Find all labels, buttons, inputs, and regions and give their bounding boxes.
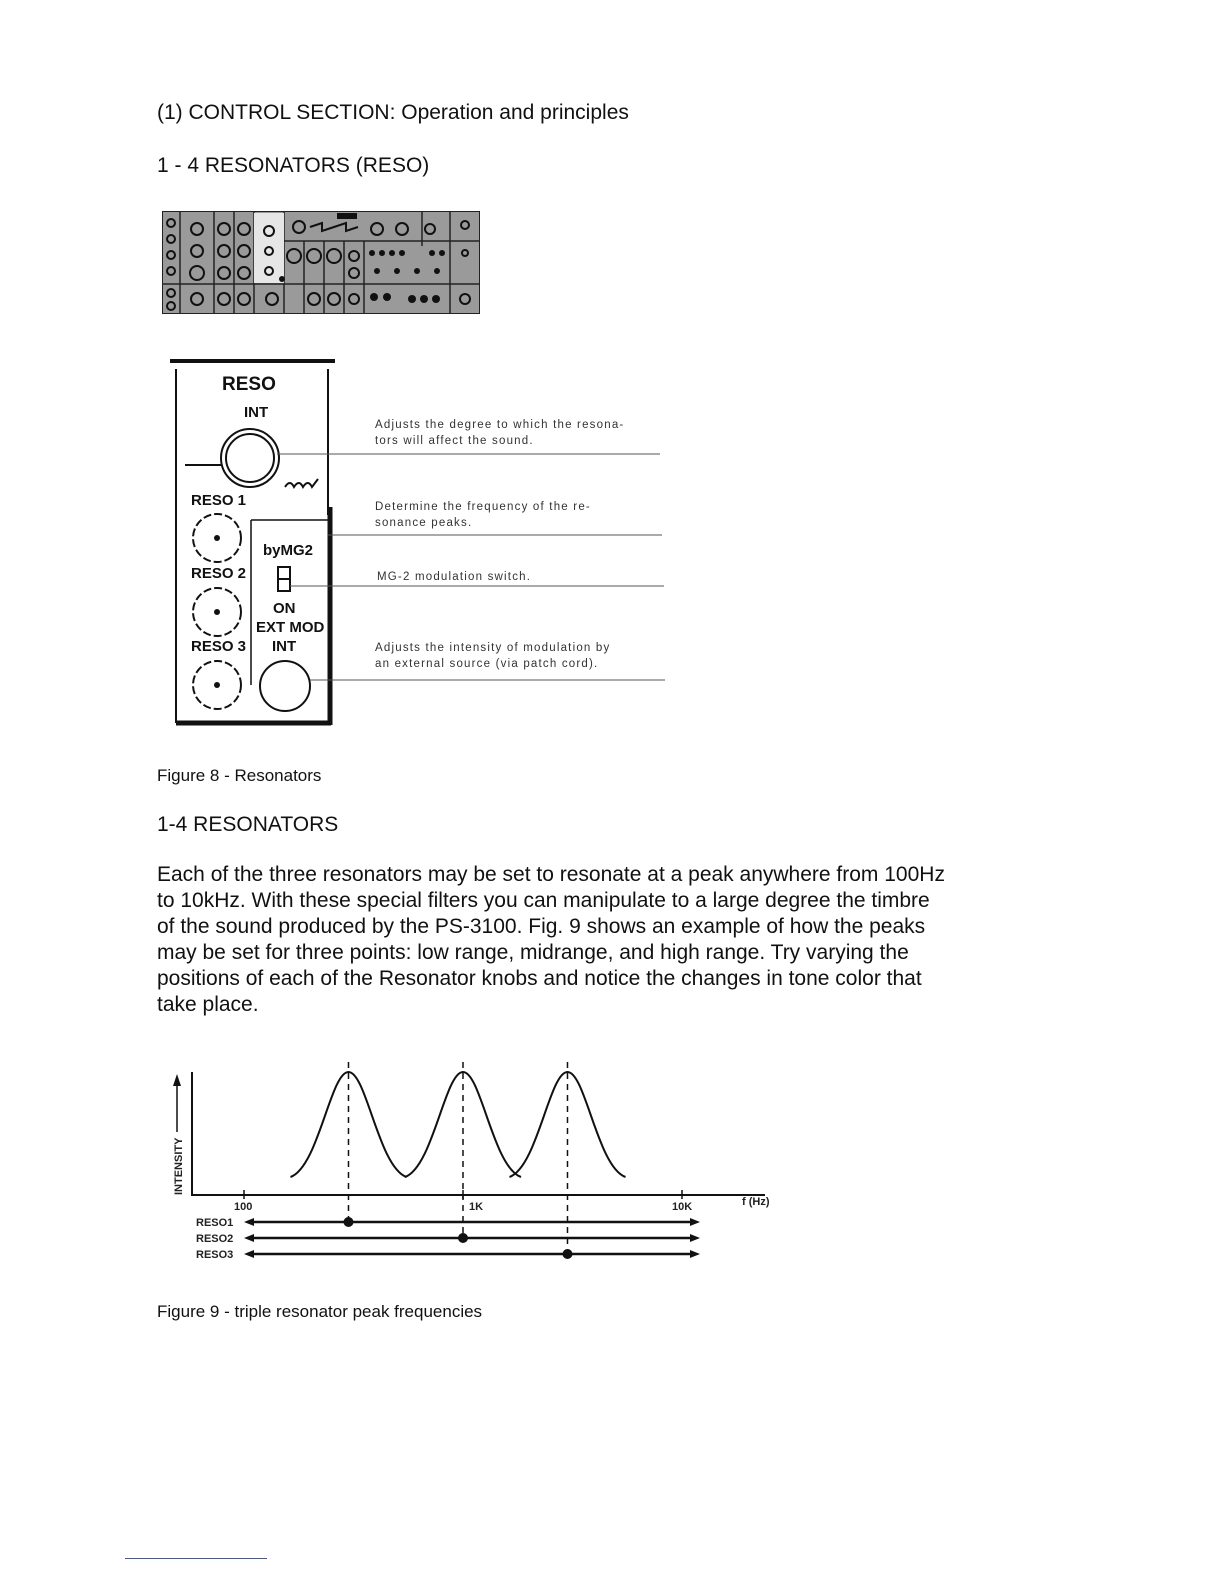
range-arrow-left	[244, 1234, 254, 1242]
desc-int-line2: tors will affect the sound.	[375, 435, 534, 447]
series-label-reso3: RESO3	[196, 1249, 234, 1261]
reso3-label: RESO 3	[191, 638, 247, 655]
int-label: INT	[244, 404, 269, 421]
waveform-icon	[285, 479, 318, 487]
paragraph-line: of the sound produced by the PS-3100. Fig. 9 shows an example of how the peaks	[157, 915, 926, 938]
x-tick-label: 100	[234, 1201, 253, 1213]
y-axis-label: INTENSITY	[173, 1137, 185, 1195]
series-label-reso1: RESO1	[196, 1217, 234, 1229]
desc-ext-line1: Adjusts the intensity of modulation by	[375, 642, 611, 654]
reso1-label: RESO 1	[191, 492, 247, 509]
resonators-section-heading: 1 - 4 RESONATORS (RESO)	[157, 154, 430, 177]
range-arrow-right	[690, 1218, 700, 1226]
x-tick-label: 10K	[672, 1201, 693, 1213]
reso2-knob[interactable]	[193, 588, 241, 636]
series-label-reso2: RESO2	[196, 1233, 234, 1245]
ext-mod-intensity-knob[interactable]	[260, 661, 310, 711]
reso1-knob[interactable]	[193, 514, 241, 562]
paragraph-line: positions of each of the Resonator knobs and notice the changes in tone color that	[157, 967, 922, 990]
paragraph-line: to 10kHz. With these special filters you can manipulate to a large degree the timbre	[157, 889, 930, 912]
bymg2-label: byMG2	[263, 542, 314, 559]
intensity-knob[interactable]	[221, 429, 279, 487]
paragraph-line: Each of the three resonators may be set to resonate at a peak anywhere from 100Hz	[157, 863, 945, 886]
desc-ext-line2: an external source (via patch cord).	[375, 658, 599, 670]
peak-marker-reso3	[562, 1249, 572, 1259]
range-arrow-left	[244, 1250, 254, 1258]
footer-rule	[125, 1558, 267, 1559]
on-label: ON	[273, 600, 296, 617]
figure-9-caption: Figure 9 - triple resonator peak frequencies	[157, 1302, 483, 1321]
figure-9-chart	[160, 1050, 820, 1280]
resonators-heading: 1-4 RESONATORS	[157, 813, 339, 836]
ext-mod-label: EXT MOD	[256, 619, 325, 636]
desc-mg2: MG-2 modulation switch.	[377, 571, 532, 583]
control-section-heading: (1) CONTROL SECTION: Operation and principles	[157, 101, 629, 124]
figure-8-reso-panel	[165, 355, 675, 735]
desc-reso-line2: sonance peaks.	[375, 517, 473, 529]
desc-int-line1: Adjusts the degree to which the resona-	[375, 419, 625, 431]
range-arrow-right	[690, 1250, 700, 1258]
int2-label: INT	[272, 638, 297, 655]
resonators-paragraph	[157, 862, 1027, 1018]
synth-panel-thumbnail	[162, 211, 480, 314]
paragraph-line: take place.	[157, 993, 259, 1016]
mg2-switch[interactable]	[278, 567, 290, 591]
range-arrow-left	[244, 1218, 254, 1226]
paragraph-line: may be set for three points: low range, midrange, and high range. Try varying the	[157, 941, 909, 964]
x-axis-label: f (Hz)	[742, 1196, 770, 1208]
peak-marker-reso2	[458, 1233, 468, 1243]
figure-8-caption: Figure 8 - Resonators	[157, 766, 322, 785]
desc-reso-line1: Determine the frequency of the re-	[375, 501, 591, 513]
panel-title: RESO	[222, 374, 276, 395]
peak-marker-reso1	[343, 1217, 353, 1227]
reso2-label: RESO 2	[191, 565, 247, 582]
reso3-knob[interactable]	[193, 661, 241, 709]
x-tick-label: 1K	[469, 1201, 484, 1213]
range-arrow-right	[690, 1234, 700, 1242]
y-axis-arrowhead	[173, 1074, 181, 1086]
